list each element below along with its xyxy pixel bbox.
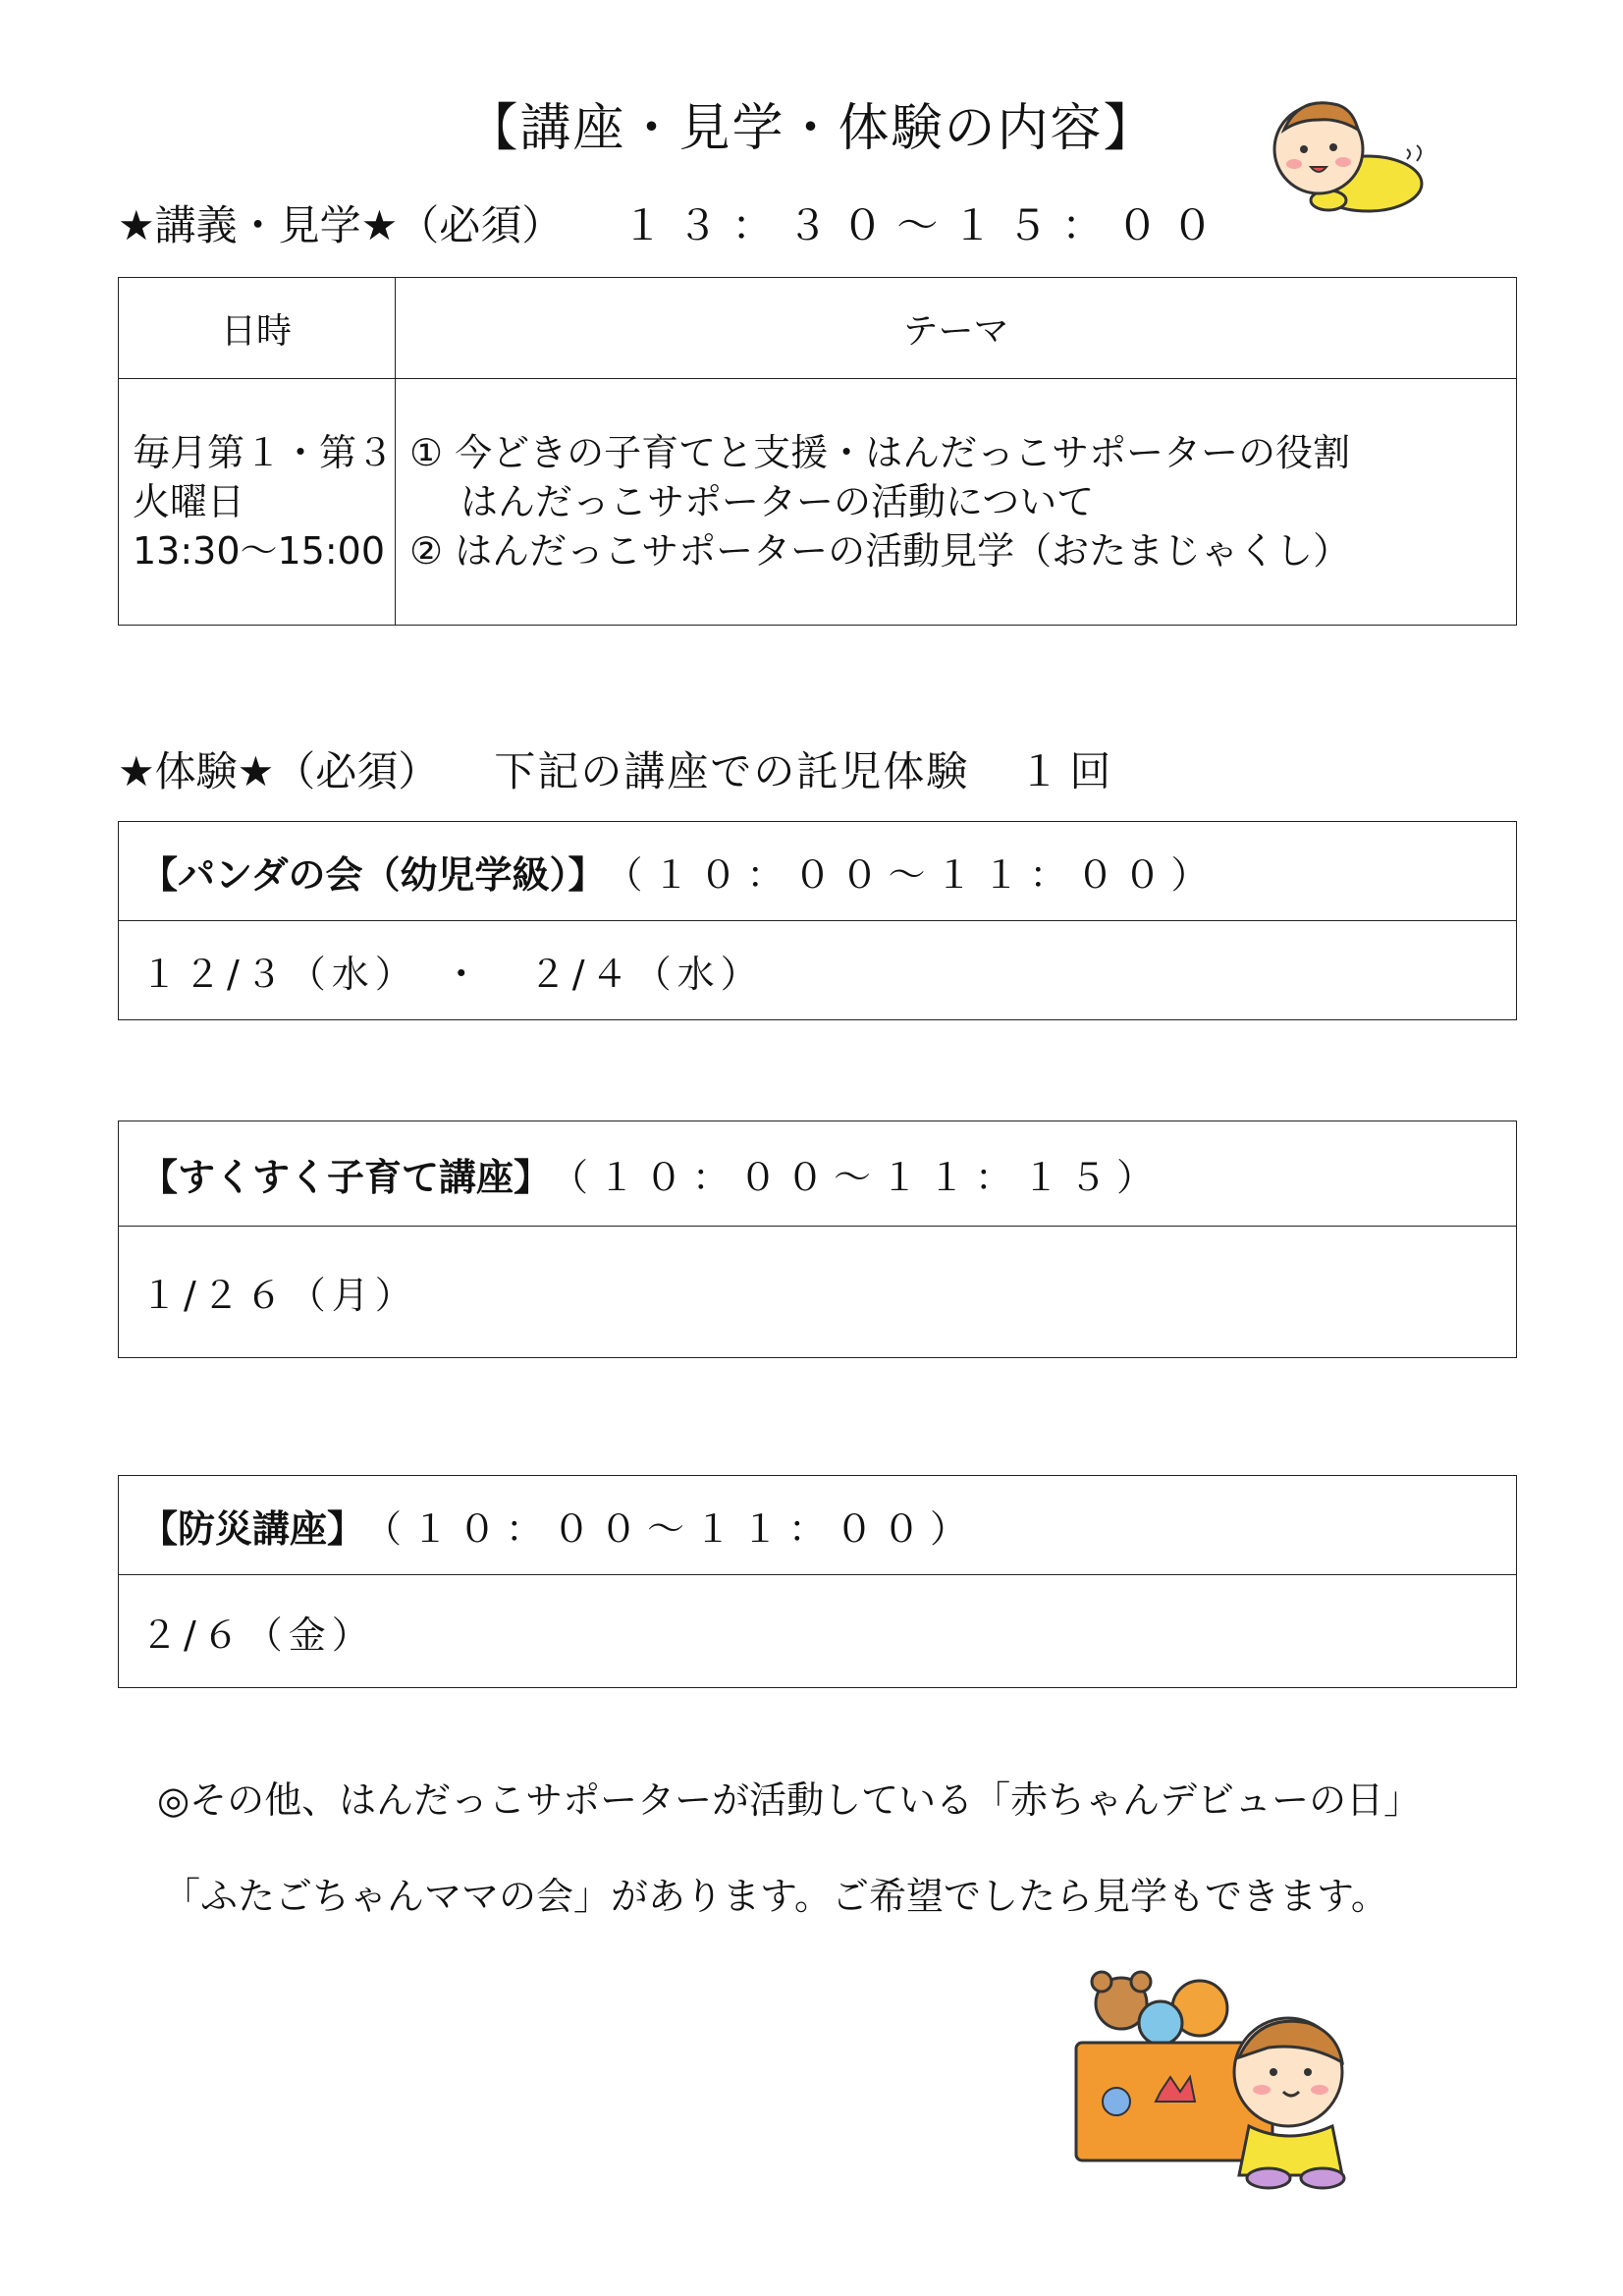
- experience-heading: [118, 744, 1120, 799]
- experience-count: １回: [1018, 747, 1121, 795]
- note-line: 「ふたごちゃんママの会」があります。ご希望でしたら見学もできます。: [163, 1875, 1388, 1918]
- crawling-baby-illustration: [1260, 90, 1436, 218]
- theme-line: はんだっこサポーターの活動について: [460, 480, 1095, 523]
- date-line: 毎月第１・第３: [133, 431, 395, 474]
- course-header: [119, 822, 1516, 921]
- experience-heading-label: ★体験★（必須）: [118, 747, 440, 795]
- course-header: [119, 1121, 1516, 1227]
- course-box-bousai: [118, 1475, 1517, 1688]
- date-line: 火曜日: [133, 480, 245, 523]
- date-line: 13:30〜15:00: [133, 529, 386, 573]
- lecture-table-row: [119, 379, 1517, 626]
- lecture-theme-cell: [396, 379, 1517, 626]
- theme-line: ② はんだっこサポーターの活動見学（おたまじゃくし）: [409, 529, 1351, 573]
- header-theme: テーマ: [396, 278, 1517, 379]
- lecture-table-header-row: [119, 278, 1517, 379]
- course-dates: １２/３（水） ・ ２/４（水）: [140, 952, 764, 996]
- course-time: （１０：００〜１１：１５）: [551, 1155, 1164, 1199]
- theme-line: ① 今どきの子育てと支援・はんだっこサポーターの役割: [409, 431, 1351, 474]
- course-dates: １/２６（月）: [140, 1274, 418, 1317]
- course-dates: ２/６（金）: [140, 1613, 375, 1657]
- course-name: 【すくすく子育て講座】: [140, 1155, 552, 1199]
- course-time: （１０：００〜１１：００）: [605, 852, 1218, 897]
- course-box-sukusuku: [118, 1121, 1517, 1358]
- course-name: 【防災講座】: [140, 1506, 365, 1551]
- lecture-heading: [118, 198, 1226, 253]
- course-header: [119, 1476, 1516, 1575]
- experience-desc: 下記の講座での託児体験: [494, 747, 970, 795]
- page-title: 【講座・見学・体験の内容】: [466, 99, 1157, 158]
- baby-with-toy-box-illustration: [1062, 1964, 1377, 2190]
- lecture-heading-label: ★講義・見学★（必須）: [118, 201, 564, 249]
- lecture-table: [118, 277, 1517, 626]
- lecture-time: １３：３０〜１５：００: [622, 201, 1227, 249]
- note-line: ◎その他、はんだっこサポーターが活動している「赤ちゃんデビューの日」: [157, 1778, 1422, 1822]
- course-box-panda: [118, 821, 1517, 1020]
- header-date: 日時: [119, 278, 396, 379]
- course-name: 【パンダの会（幼児学級）】: [140, 852, 606, 897]
- course-time: （１０：００〜１１：００）: [364, 1506, 978, 1551]
- lecture-date-cell: [119, 379, 396, 626]
